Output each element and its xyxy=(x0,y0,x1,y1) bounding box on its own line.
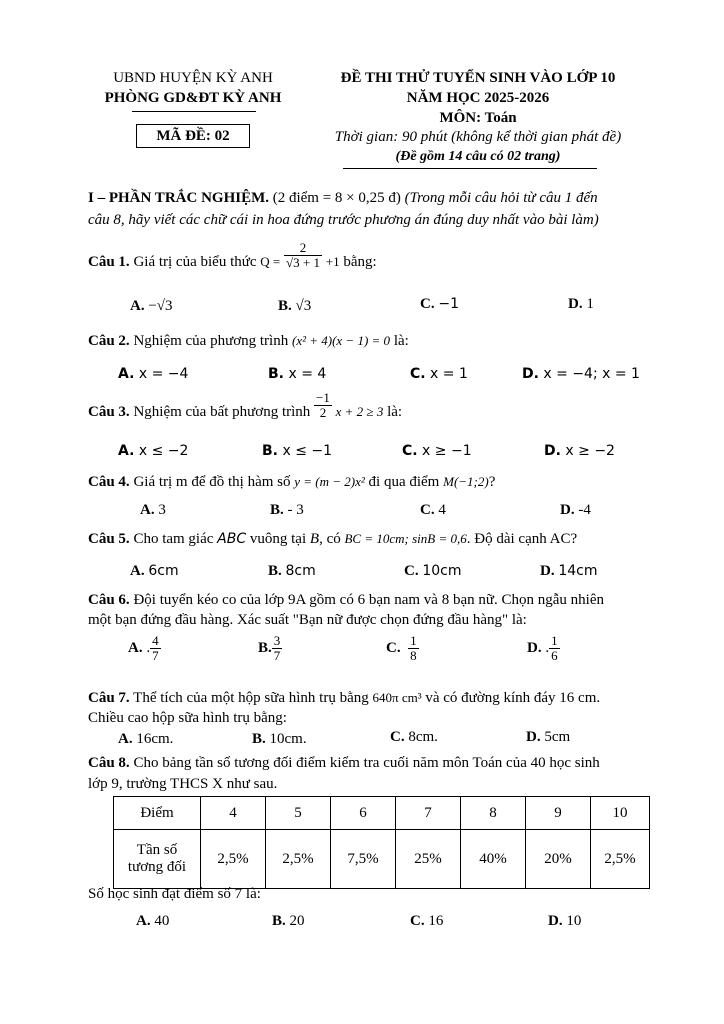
q7-option-c: C. 8cm. xyxy=(390,729,438,745)
q2-option-a: A. x = −4 xyxy=(118,366,189,382)
q1-option-c: C. −1 xyxy=(420,296,459,312)
frequency-table xyxy=(113,796,650,889)
q1-option-d: D. 1 xyxy=(568,296,594,312)
q4-option-c: C. 4 xyxy=(420,502,446,518)
q4-option-b: B. - 3 xyxy=(270,502,304,518)
table-header-score: Điểm xyxy=(114,797,201,830)
q7-option-d: D. 5cm xyxy=(526,729,571,745)
table-cell: 2,5% xyxy=(266,830,331,889)
department-name: UBND HUYỆN KỲ ANH xyxy=(113,70,273,86)
question-2: Câu 2. Nghiệm của phương trình (x² + 4)(x − 1) = 0 là: xyxy=(88,333,409,349)
table-cell: 6 xyxy=(331,797,396,830)
table-cell: 4 xyxy=(201,797,266,830)
table-row xyxy=(114,830,650,889)
section-heading xyxy=(88,190,598,207)
section-title: I – PHẦN TRẮC NGHIỆM. xyxy=(88,190,269,206)
question-7: Câu 7. Thể tích của một hộp sữa hình trụ bằng 640π cm³ và có đường kính đáy 16 cm. xyxy=(88,690,601,706)
question-1: Câu 1. Giá trị của biểu thức Q = $\frac{2}{√3 + 1}$ +1 bằng: xyxy=(88,240,377,271)
section-instruction-b: câu 8, hãy viết các chữ cái in hoa đứng trước phương án đúng duy nhất vào bài làm) xyxy=(88,212,599,228)
exam-code: MÃ ĐỀ: 02 xyxy=(136,124,250,148)
question-8: Câu 8. Cho bảng tần số tương đối điểm kiểm tra cuối năm môn Toán của 40 học sinh xyxy=(88,755,600,771)
q7-option-b: B. 10cm. xyxy=(252,731,307,747)
table-row xyxy=(114,797,650,830)
q2-option-b: B. x = 4 xyxy=(268,366,327,382)
table-cell: 2,5% xyxy=(591,830,650,889)
table-cell: 8 xyxy=(461,797,526,830)
q8-option-c: C. 16 xyxy=(410,913,444,929)
section-points: (2 điểm = 8 × 0,25 đ) xyxy=(272,190,401,206)
question-7-line2: Chiều cao hộp sữa hình trụ bằng: xyxy=(88,710,287,726)
q5-option-d: D. 14cm xyxy=(540,563,598,579)
table-cell: 40% xyxy=(461,830,526,889)
question-6-line2: một bạn đứng đầu hàng. Xác suất "Bạn nữ được chọn đứng đầu hàng" là: xyxy=(88,612,527,628)
table-header-frequency: Tần số tương đối xyxy=(114,830,201,889)
q8-option-b: B. 20 xyxy=(272,913,305,929)
question-8-prompt: Số học sinh đạt điểm số 7 là: xyxy=(88,886,261,902)
q4-option-a: A. 3 xyxy=(140,502,166,518)
table-cell: 9 xyxy=(526,797,591,830)
office-name: PHÒNG GD&ĐT KỲ ANH xyxy=(104,90,282,106)
table-cell: 20% xyxy=(526,830,591,889)
q7-option-a: A. 16cm. xyxy=(118,731,174,747)
q3-option-d: D. x ≥ −2 xyxy=(544,443,615,459)
table-cell: 25% xyxy=(396,830,461,889)
q3-option-b: B. x ≤ −1 xyxy=(262,443,333,459)
exam-title: ĐỀ THI THỬ TUYỂN SINH VÀO LỚP 10 xyxy=(340,70,616,86)
question-4: Câu 4. Giá trị m để đồ thị hàm số y = (m − 2)x² đi qua điểm M(−1;2)? xyxy=(88,474,496,490)
q5-option-a: A. 6cm xyxy=(130,563,179,579)
question-8-line2: lớp 9, trường THCS X như sau. xyxy=(88,776,278,792)
question-6: Câu 6. Đội tuyển kéo co của lớp 9A gồm có 6 bạn nam và 8 bạn nữ. Chọn ngẫu nhiên xyxy=(88,592,604,608)
table-cell: 7 xyxy=(396,797,461,830)
school-year: NĂM HỌC 2025-2026 xyxy=(406,90,550,106)
q1-fraction: $\frac{2}{√3 + 1}$ xyxy=(286,240,320,271)
section-instruction-a: (Trong mỗi câu hỏi từ câu 1 đến xyxy=(404,190,598,206)
question-5: Câu 5. Cho tam giác ABC vuông tại B, có BC = 10cm; sinB = 0,6. Độ dài cạnh AC? xyxy=(88,531,578,547)
q6-option-d: D. . $\frac{1}{6}$ xyxy=(527,633,558,663)
subject: MÔN: Toán xyxy=(439,110,517,126)
q8-option-d: D. 10 xyxy=(548,913,582,929)
q8-option-a: A. 40 xyxy=(136,913,170,929)
table-cell: 2,5% xyxy=(201,830,266,889)
q3-option-a: A. x ≤ −2 xyxy=(118,443,189,459)
time-allowed: Thời gian: 90 phút (không kể thời gian phát đề) xyxy=(334,129,622,145)
q2-option-d: D. x = −4; x = 1 xyxy=(522,366,640,382)
page-count: (Đề gồm 14 câu có 02 trang) xyxy=(395,149,561,164)
table-cell: 7,5% xyxy=(331,830,396,889)
q1-option-a: A. −√3 xyxy=(130,298,173,314)
q3-option-c: C. x ≥ −1 xyxy=(402,443,472,459)
q6-option-b: B. $\frac{3}{7}$ xyxy=(258,633,281,663)
q2-option-c: C. x = 1 xyxy=(410,366,468,382)
question-3: Câu 3. Nghiệm của bất phương trình $\frac{-1}{2}$ x + 2 ≥ 3 là: xyxy=(88,390,403,421)
table-cell: 5 xyxy=(266,797,331,830)
q4-option-d: D. -4 xyxy=(560,502,591,518)
table-cell: 10 xyxy=(591,797,650,830)
header-left-underline xyxy=(132,111,256,112)
q6-option-c: C. $\frac{1}{8}$ xyxy=(386,633,417,663)
header-right-underline xyxy=(343,168,597,169)
q6-option-a: A. . $\frac{4}{7}$ xyxy=(128,633,159,663)
q3-fraction: $\frac{-1}{2}$ xyxy=(316,390,330,421)
q5-option-b: B. 8cm xyxy=(268,563,316,579)
q5-option-c: C. 10cm xyxy=(404,563,462,579)
q1-option-b: B. √3 xyxy=(278,298,312,314)
